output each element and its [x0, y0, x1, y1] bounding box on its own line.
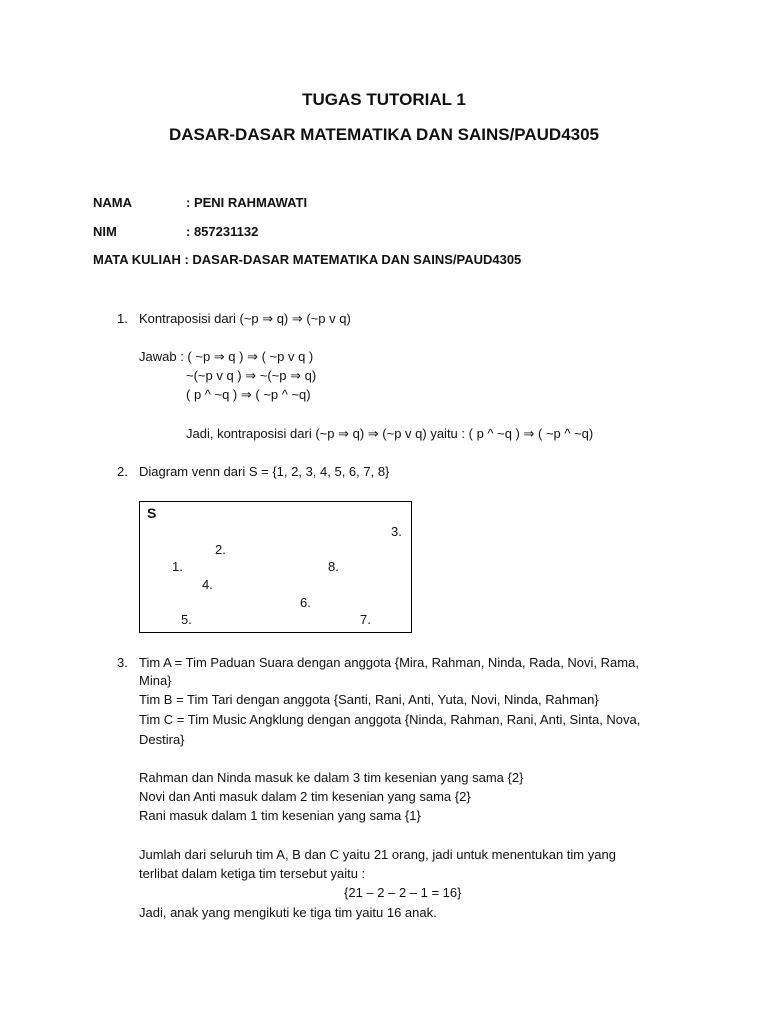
mata-kuliah: MATA KULIAH : DASAR-DASAR MATEMATIKA DAN SAINS/PAUD4305 — [93, 252, 522, 267]
venn-set-label: S — [147, 505, 157, 521]
answer-line: ~(~p v q ) ⇒ ~(~p ⇒ q) — [186, 368, 317, 383]
nim-label: NIM — [93, 224, 117, 239]
fact-line: Novi dan Anti masuk dalam 2 tim kesenian yang sama {2} — [139, 789, 471, 804]
venn-element: 1. — [172, 559, 183, 574]
question-number: 3. — [117, 655, 128, 670]
venn-element: 5. — [181, 612, 192, 627]
venn-element: 4. — [202, 577, 213, 592]
answer-conclusion: Jadi, kontraposisi dari (~p ⇒ q) ⇒ (~p v q) yaitu : ( p ^ ~q ) ⇒ ( ~p ^ ~q) — [186, 426, 594, 441]
doc-title: TUGAS TUTORIAL 1 — [302, 90, 466, 109]
venn-element: 2. — [215, 542, 226, 557]
answer-conclusion: Jadi, anak yang mengikuti ke tiga tim yaitu 16 anak. — [139, 905, 437, 920]
team-line: Mina} — [139, 673, 172, 688]
calc-line: terlibat dalam ketiga tim tersebut yaitu : — [139, 866, 366, 881]
team-line: Tim A = Tim Paduan Suara dengan anggota {Mira, Rahman, Ninda, Rada, Novi, Rama, — [139, 655, 639, 670]
fact-line: Rahman dan Ninda masuk ke dalam 3 tim kesenian yang sama {2} — [139, 770, 524, 785]
team-line: Destira} — [139, 732, 185, 747]
answer-line: Jawab : ( ~p ⇒ q ) ⇒ ( ~p v q ) — [139, 349, 314, 364]
venn-element: 7. — [360, 612, 371, 627]
question-text: Kontraposisi dari (~p ⇒ q) ⇒ (~p v q) — [139, 311, 351, 326]
team-line: Tim B = Tim Tari dengan anggota {Santi, Rani, Anti, Yuta, Novi, Ninda, Rahman} — [139, 692, 599, 707]
team-line: Tim C = Tim Music Angklung dengan anggota {Ninda, Rahman, Rani, Anti, Sinta, Nova, — [139, 712, 641, 727]
nim-value: : 857231132 — [186, 224, 259, 239]
venn-element: 3. — [391, 524, 402, 539]
nama-value: : PENI RAHMAWATI — [186, 195, 308, 210]
answer-line: ( p ^ ~q ) ⇒ ( ~p ^ ~q) — [186, 387, 311, 402]
fact-line: Rani masuk dalam 1 tim kesenian yang sama {1} — [139, 808, 421, 823]
venn-element: 6. — [300, 595, 311, 610]
formula: {21 – 2 – 2 – 1 = 16} — [344, 885, 462, 900]
venn-diagram — [139, 501, 412, 633]
question-number: 1. — [117, 311, 128, 326]
question-number: 2. — [117, 464, 128, 479]
venn-element: 8. — [328, 559, 339, 574]
nama-label: NAMA — [93, 195, 132, 210]
doc-subtitle: DASAR-DASAR MATEMATIKA DAN SAINS/PAUD4305 — [168, 125, 600, 144]
calc-line: Jumlah dari seluruh tim A, B dan C yaitu 21 orang, jadi untuk menentukan tim yang — [139, 847, 616, 862]
question-text: Diagram venn dari S = {1, 2, 3, 4, 5, 6, 7, 8} — [139, 464, 390, 479]
